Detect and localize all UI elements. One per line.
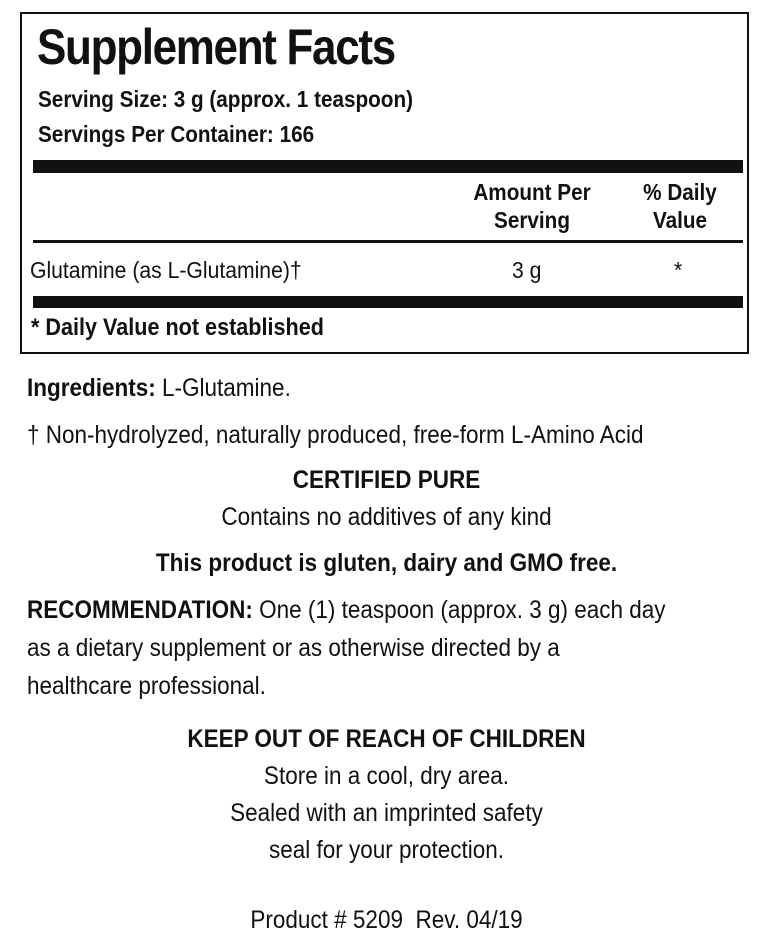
recommendation-line-2: as a dietary supplement or as otherwise directed by a: [27, 634, 560, 662]
daily-value-header: [626, 178, 734, 234]
thick-divider-top: [33, 160, 743, 173]
product-info: Product # 5209 Rev. 04/19: [250, 906, 523, 934]
amount-per-serving-header: [460, 178, 604, 234]
daily-header-line-1: % Daily: [643, 179, 717, 205]
warning-line-1: Store in a cool, dry area.: [263, 762, 510, 790]
thick-divider-bottom: [33, 296, 743, 308]
certified-heading: CERTIFIED PURE: [292, 466, 481, 494]
certified-text: Contains no additives of any kind: [221, 503, 552, 531]
recommendation-label: RECOMMENDATION:: [27, 596, 253, 624]
ingredients-line: [27, 374, 291, 403]
ingredient-daily-value: *: [674, 257, 683, 283]
daily-value-footnote: * Daily Value not established: [31, 314, 324, 341]
dagger-note: † Non-hydrolyzed, naturally produced, free-form L-Amino Acid: [27, 421, 644, 449]
daily-header-line-2: Value: [652, 207, 708, 233]
warning-line-2: Sealed with an imprinted safety: [230, 799, 543, 827]
free-statement: This product is gluten, dairy and GMO free.: [155, 549, 618, 577]
amount-header-line-2: Serving: [494, 207, 570, 233]
ingredients-text: L-Glutamine.: [155, 374, 291, 402]
warning-line-3: seal for your protection.: [268, 836, 505, 864]
ingredients-label: Ingredients:: [27, 374, 156, 402]
recommendation-line-1: [27, 596, 666, 625]
recommendation-line-3: healthcare professional.: [27, 672, 266, 700]
amount-header-line-1: Amount Per: [473, 179, 591, 205]
servings-per-container: Servings Per Container: 166: [38, 121, 315, 147]
panel-title: Supplement Facts: [37, 19, 395, 75]
thin-divider: [33, 240, 743, 243]
recommendation-text-1: One (1) teaspoon (approx. 3 g) each day: [252, 596, 666, 624]
supplement-facts-panel: [20, 12, 749, 354]
warning-heading: KEEP OUT OF REACH OF CHILDREN: [187, 725, 586, 753]
serving-size: Serving Size: 3 g (approx. 1 teaspoon): [38, 86, 413, 112]
ingredient-amount: 3 g: [512, 257, 542, 283]
ingredient-name: Glutamine (as L-Glutamine)†: [30, 257, 302, 283]
